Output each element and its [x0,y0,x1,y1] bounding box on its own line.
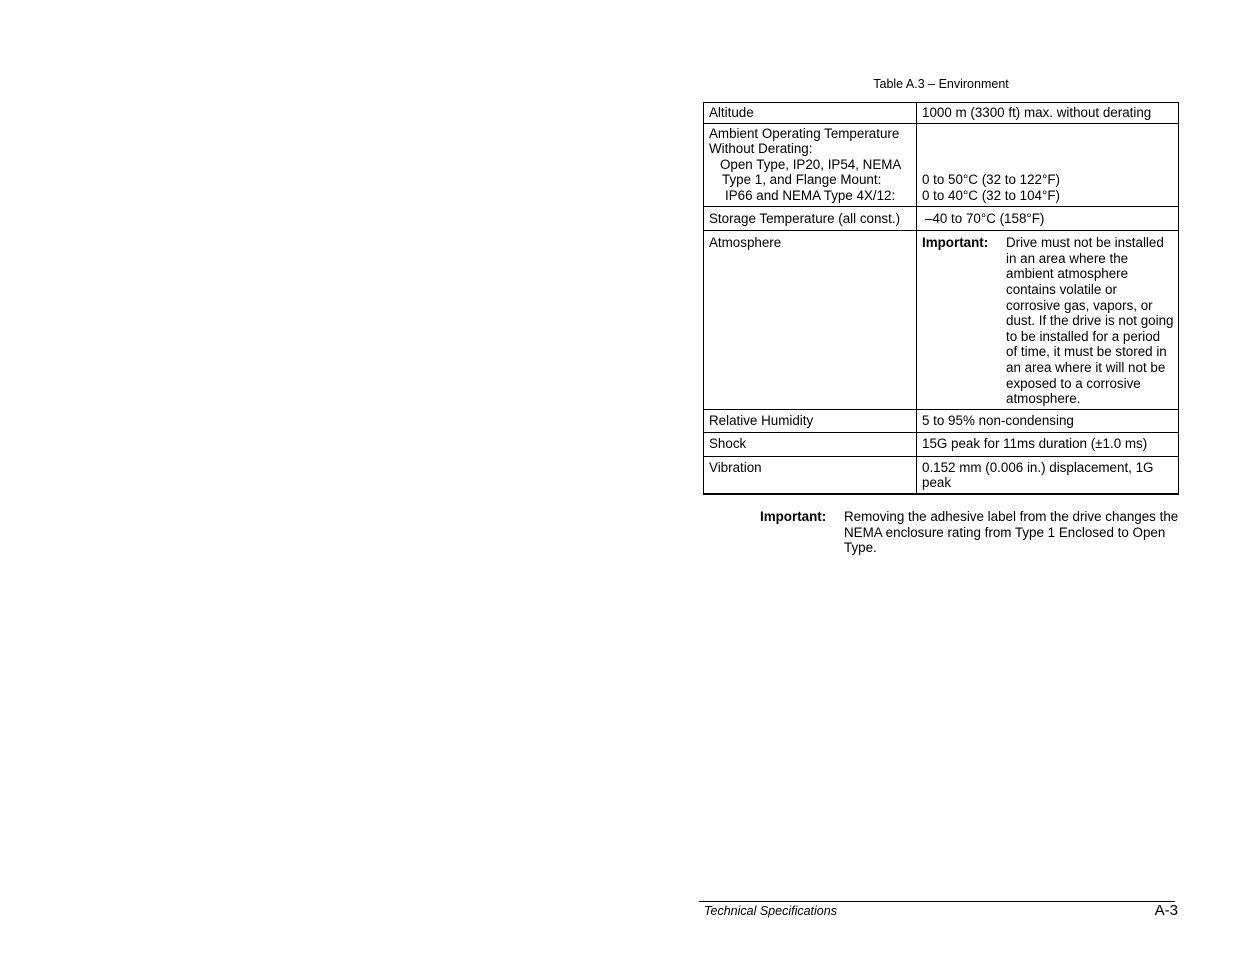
vibration-label: Vibration [704,456,917,494]
table-row [704,103,1179,124]
ambient-temperature-value [917,123,1179,206]
altitude-label: Altitude [704,103,917,124]
important-note [922,235,1174,407]
important-note-below-table [760,509,1180,556]
humidity-value: 5 to 95% non-condensing [917,409,1179,433]
ambient-label-line: Without Derating: [709,141,813,157]
humidity-label: Relative Humidity [704,409,917,433]
ambient-label-line: Open Type, IP20, IP54, NEMA [720,156,902,172]
storage-temperature-label: Storage Temperature (all const.) [704,206,917,231]
shock-value: 15G peak for 11ms duration (±1.0 ms) [917,433,1179,457]
shock-label: Shock [704,433,917,457]
ambient-label-line: IP66 and NEMA Type 4X/12: [725,187,896,203]
storage-temperature-value: –40 to 70°C (158°F) [917,206,1179,231]
footer-divider [699,901,1175,902]
ambient-temperature-label [704,123,917,206]
table-row [704,409,1179,433]
ambient-value-line: 0 to 40°C (32 to 104°F) [922,187,1060,203]
note-text: Removing the adhesive label from the drive changes the NEMA enclosure rating from Type 1 Enclosed to Open Type. [844,509,1179,556]
note-important-label: Important: [760,509,827,524]
table-row [704,123,1179,206]
table-row [704,231,1179,410]
vibration-value: 0.152 mm (0.006 in.) displacement, 1G peak [917,456,1179,494]
footer-section-title: Technical Specifications [704,904,837,918]
table-row [704,206,1179,231]
page-number: A-3 [1154,902,1178,919]
atmosphere-label: Atmosphere [704,231,917,410]
ambient-value-line: 0 to 50°C (32 to 122°F) [922,172,1060,188]
environment-table [703,102,1179,495]
table-row [704,456,1179,494]
table-caption: Table A.3 – Environment [873,77,1009,91]
ambient-label-line: Ambient Operating Temperature [709,125,900,141]
ambient-label-line: Type 1, and Flange Mount: [722,172,882,188]
important-text: Drive must not be installed in an area where the ambient atmosphere contains volatile or corrosive gas, vapors, or dust. If the drive is not going to be installed for a period of time, it must be stored in an area where it will not be exposed to a corrosive atmosphere. [1006,235,1174,407]
atmosphere-value [917,231,1179,410]
table-row [704,433,1179,457]
important-label: Important: [922,235,989,251]
altitude-value: 1000 m (3300 ft) max. without derating [917,103,1179,124]
